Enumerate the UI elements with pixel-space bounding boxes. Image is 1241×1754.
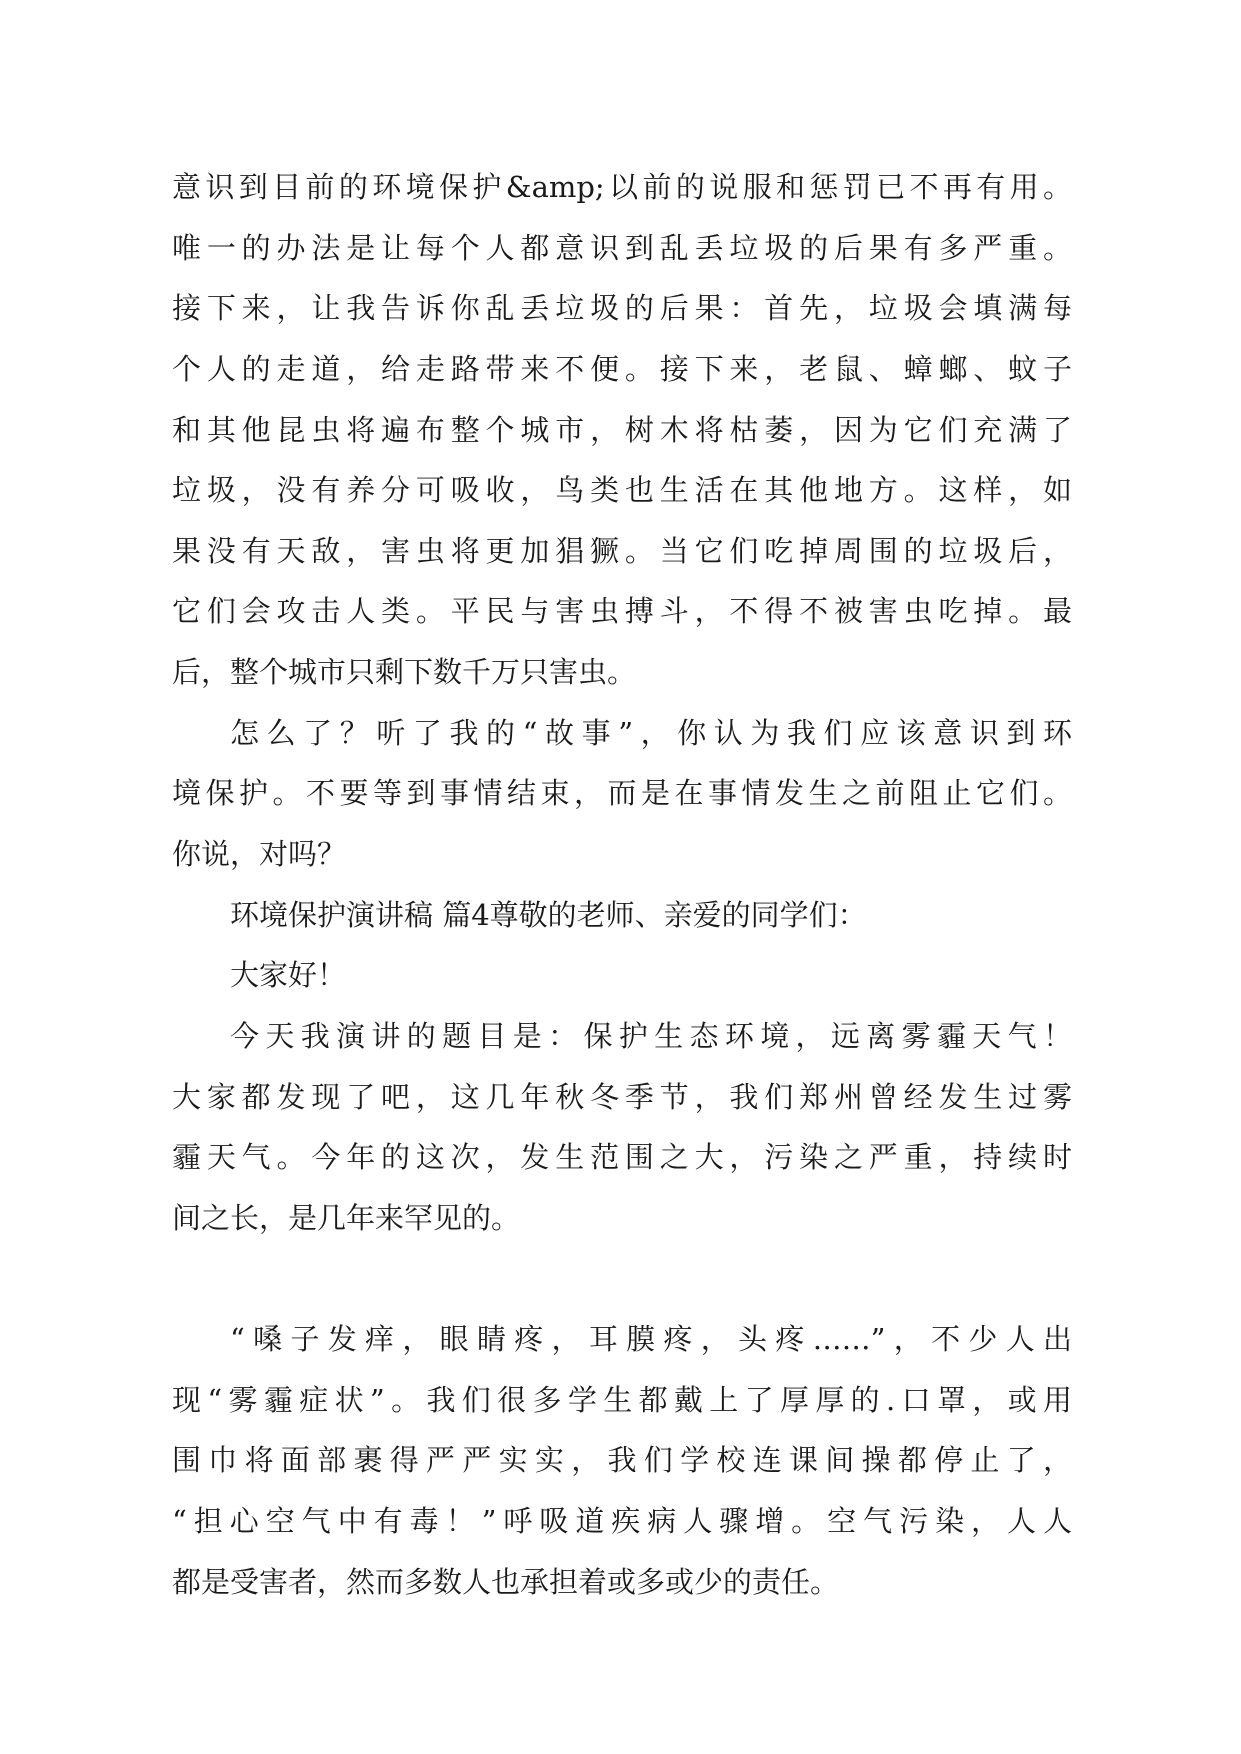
text-line: 大家都发现了吧，这几年秋冬季节，我们郑州曾经发生过雾 xyxy=(172,1079,1072,1114)
document-body xyxy=(172,157,1072,1612)
text-line: 个人的走道，给走路带来不便。接下来，老鼠、蟑螂、蚊子 xyxy=(172,351,1072,386)
text-line: 现“雾霾症状”。我们很多学生都戴上了厚厚的.口罩，或用 xyxy=(172,1382,1072,1417)
text-line: 果没有天敌，害虫将更加猖獗。当它们吃掉周围的垃圾后， xyxy=(172,533,1072,568)
text-line: 和其他昆虫将遍布整个城市，树木将枯萎，因为它们充满了 xyxy=(172,412,1072,447)
text-line: 今天我演讲的题目是：保护生态环境，远离雾霾天气！ xyxy=(230,1018,1072,1053)
text-line: 垃圾，没有养分可吸收，鸟类也生活在其他地方。这样，如 xyxy=(172,473,1072,508)
text-line: 围巾将面部裹得严严实实，我们学校连课间操都停止了， xyxy=(172,1443,1072,1478)
text-line: 间之长，是几年来罕见的。 xyxy=(172,1200,521,1235)
text-line: 它们会攻击人类。平民与害虫搏斗，不得不被害虫吃掉。最 xyxy=(172,594,1072,629)
section-heading xyxy=(172,885,1072,946)
text-line: 境保护。不要等到事情结束，而是在事情发生之前阻止它们。 xyxy=(172,776,1072,811)
text-line: 都是受害者，然而多数人也承担着或多或少的责任。 xyxy=(172,1564,840,1599)
text-line: “嗓子发痒，眼睛疼，耳膜疼，头疼……”，不少人出 xyxy=(230,1322,1072,1357)
text-line: 意识到目前的环境保护&amp;以前的说服和惩罚已不再有用。 xyxy=(172,170,1072,204)
paragraph xyxy=(172,157,1072,703)
text-line: 接下来，让我告诉你乱丢垃圾的后果：首先，垃圾会填满每 xyxy=(172,291,1072,326)
blank-line xyxy=(172,1249,1072,1310)
paragraph xyxy=(172,1309,1072,1612)
text-line: 大家好！ xyxy=(230,958,347,993)
text-line: 后，整个城市只剩下数千万只害虫。 xyxy=(172,655,637,690)
text-line: 唯一的办法是让每个人都意识到乱丢垃圾的后果有多严重。 xyxy=(172,230,1072,265)
text-line: 环境保护演讲稿 篇4尊敬的老师、亲爱的同学们： xyxy=(230,897,867,932)
greeting xyxy=(172,945,1072,1006)
paragraph xyxy=(172,703,1072,885)
text-line: “担心空气中有毒！”呼吸道疾病人骤增。空气污染，人人 xyxy=(172,1504,1072,1539)
text-line: 你说，对吗？ xyxy=(172,837,347,872)
text-line: 霾天气。今年的这次，发生范围之大，污染之严重，持续时 xyxy=(172,1140,1072,1175)
paragraph xyxy=(172,1006,1072,1249)
text-line: 怎么了？听了我的“故事”，你认为我们应该意识到环 xyxy=(230,715,1072,750)
